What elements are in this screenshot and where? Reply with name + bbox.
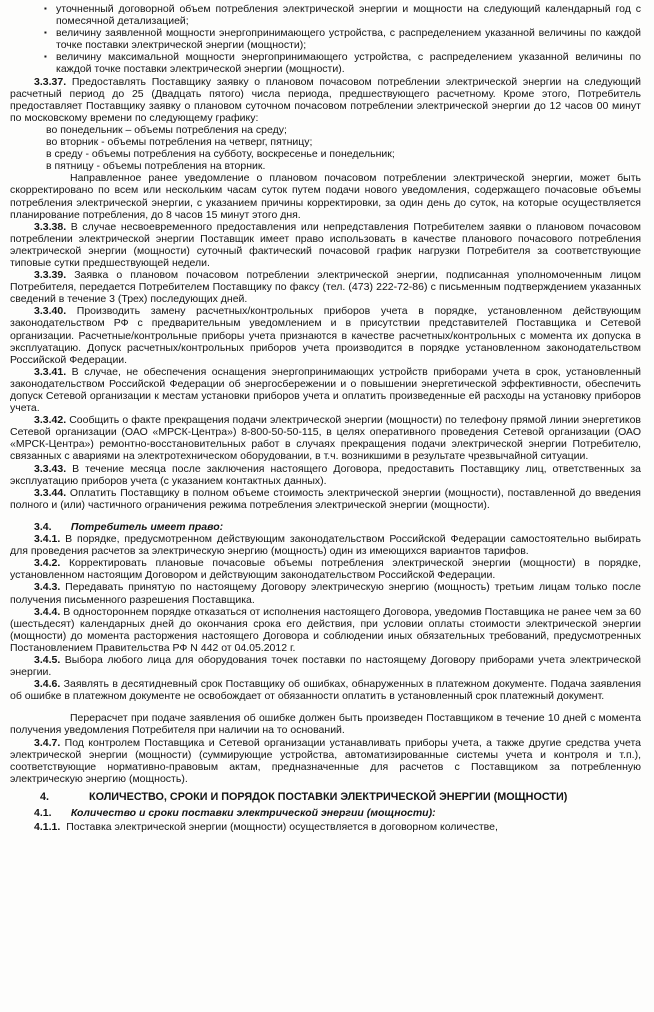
clause-number: 4.1.1. bbox=[34, 821, 61, 834]
spacer bbox=[10, 702, 641, 712]
clause-number: 3.3.40. bbox=[34, 305, 67, 318]
chapter-title: КОЛИЧЕСТВО, СРОКИ И ПОРЯДОК ПОСТАВКИ ЭЛЕКТРИЧЕСКОЙ ЭНЕРГИИ (МОЩНОСТИ) bbox=[89, 790, 568, 803]
clause-text: Предоставлять Поставщику заявку о плановом почасовом потреблении электрической энергии на следующий расчетный период до 25 (Двадцать пятого) числа периода, предшествующего расчетному. Кроме этого, Потребитель предоставляет Поставщику заявку о плановом суточном почасовом потреблении электрической энергии до 12 часов 00 минут по московскому времени по следующему графику: bbox=[10, 75, 641, 124]
clause-3-4-1 bbox=[10, 533, 641, 557]
bullet-text: уточненный договорной объем потребления электрической энергии и мощности на следующий календарный год с помесячной детализацией; bbox=[56, 3, 641, 28]
clause-3-4-4 bbox=[10, 606, 641, 654]
clause-number: 3.3.37. bbox=[34, 75, 67, 88]
clause-text: Заявлять в десятидневный срок Поставщику об ошибках, обнаруженных в платежном документе. Подача заявления об ошибке в платежном документе не освобождает от обязанности оплатить в установленный срок платежный документ. bbox=[10, 678, 642, 703]
clause-number: 3.3.41. bbox=[34, 365, 67, 378]
clause-3-4-2 bbox=[10, 557, 641, 581]
section-heading-4-1 bbox=[34, 807, 641, 819]
clause-number: 3.4.7. bbox=[34, 736, 61, 749]
clause-text: Корректировать плановые почасовые объемы потребления электрической энергии (мощности) в порядке, установленном настоящим Договором и действующим законодательством Российской Федерации. bbox=[10, 557, 641, 582]
clause-text: В порядке, предусмотренном действующим законодательством Российской Федерации самостоятельно выбирать для проведения расчетов за электрическую энергию (мощность) один из имеющихся вариантов тарифов. bbox=[10, 533, 641, 558]
chapter-heading-4 bbox=[40, 791, 641, 803]
clause-3-3-37-notice: Направленное ранее уведомление о плановом почасовом потреблении электрической энергии, может быть скорректировано по всем или нескольким часам суток путем подачи нового уведомления, содержащего почасовые объемы потребления электрической энергии, с указанием причины корректировки, за один день до суток, на которые осуществляется планирование потребления, до 8 часов 15 минут этого дня. bbox=[10, 172, 641, 221]
section-title: Потребитель имеет право: bbox=[70, 520, 224, 533]
schedule-line: во понедельник – объемы потребления на среду; bbox=[46, 123, 287, 136]
clause-text: Поставка электрической энергии (мощности) осуществляется в договорном количестве, bbox=[66, 821, 498, 834]
clause-text: Производить замену расчетных/контрольных приборов учета в порядке, установленном действующим законодательством РФ с предварительным уведомлением и в присутствии представителей Поставщика и Сетевой организации. Расчетные/контрольные приборы учета признаются в качестве расчетных/контрольных с момента их допуска в эксплуатацию. Допуск расчетных/контрольных приборов учета производится в порядке установленном законодательством Российской Федерации. bbox=[10, 305, 641, 366]
clause-3-4-3 bbox=[10, 581, 641, 605]
bullet-item bbox=[10, 27, 641, 51]
clause-3-3-37 bbox=[10, 76, 641, 124]
clause-text: В течение месяца после заключения настоящего Договора, предоставить Поставщику лиц, ответственных за эксплуатацию приборов учета (с указанием контактных данных). bbox=[10, 462, 641, 487]
clause-3-3-42 bbox=[10, 414, 641, 462]
clause-3-3-44 bbox=[10, 487, 641, 511]
clause-number: 3.4.1. bbox=[34, 533, 61, 546]
clause-number: 3.4.5. bbox=[34, 653, 61, 666]
recalculation-paragraph: Перерасчет при подаче заявления об ошибке должен быть произведен Поставщиком в течение 10 дней с момента получения уведомления Потребителя при наличии на то оснований. bbox=[10, 712, 641, 737]
section-number: 3.4. bbox=[34, 520, 52, 533]
clause-3-4-5 bbox=[10, 654, 641, 678]
clause-text: В случае несвоевременного предоставления или непредставления Потребителем заявки о плановом почасовом потреблении электрической энергии Поставщик имеет право использовать в качестве планового почасового потребления электрической энергии (мощности) суточный фактический почасовой график нагрузки Потребителя за соответствующие типовые сутки предшествующей недели. bbox=[10, 220, 641, 269]
clause-3-3-38 bbox=[10, 221, 641, 269]
clause-3-4-7 bbox=[10, 737, 641, 785]
clause-text: В одностороннем порядке отказаться от исполнения настоящего Договора, уведомив Поставщика не ранее чем за 60 (шестьдесят) календарных дней до окончания срока его действия, при условии оплаты стоимости электрической энергии (мощности) до момента расторжения настоящего Договора и соблюдении иных обязательных требований, предусмотренных Постановлением Правительства РФ N 442 от 04.05.2012 г. bbox=[10, 605, 641, 654]
clause-number: 3.3.42. bbox=[34, 414, 67, 427]
section-heading-3-4 bbox=[34, 521, 641, 533]
section-number: 4.1. bbox=[34, 807, 52, 819]
clause-3-3-43 bbox=[10, 463, 641, 487]
clause-number: 3.3.39. bbox=[34, 269, 67, 282]
bullet-item bbox=[10, 3, 641, 27]
clause-text: В случае, не обеспечения оснащения энергопринимающих устройств приборами учета в срок, установленный законодательством Российской Федерации об энергосбережении и о повышении энергетической эффективности, обеспечить допуск Сетевой организации к местам установки приборов учета и оплатить произведенные ей расходы на установку приборов учета. bbox=[10, 365, 642, 415]
clause-4-1-1 bbox=[34, 821, 641, 833]
clause-text: Сообщить о факте прекращения подачи электрической энергии (мощности) по телефону прямой линии энергетиков Сетевой организации (ОАО «МРСК-Центра») 8-800-50-50-115, в целях оперативного проведения Сетевой организации (ОАО «МРСК-Центра») ремонтно-восстановительных работ в случаях прекращения подачи электрической энергии Потребителю, связанных с авариями на электротехническом оборудовании, в т.ч. возникшими в результате чрезвычайной ситуации. bbox=[10, 414, 641, 463]
spacer bbox=[10, 511, 641, 521]
clause-number: 3.3.43. bbox=[34, 462, 67, 475]
clause-number: 3.4.2. bbox=[34, 557, 61, 570]
clause-text: Выбора любого лица для оборудования точек поставки по настоящему Договору приборами учета электрической энергии. bbox=[10, 653, 641, 679]
schedule-line: в среду - объемы потребления на субботу, воскресенье и понедельник; bbox=[46, 148, 395, 161]
bullet-text: величину заявленной мощности энергопринимающего устройства, с распределением указанной величины по каждой точке поставки электрической энергии (мощности); bbox=[56, 27, 641, 52]
clause-text: Заявка о плановом почасовом потреблении электрической энергии, подписанная уполномоченным лицом Потребителя, передается Потребителем Поставщику по факсу (тел. (473) 222-72-86) с письменным подтверждением указанных сведений в течение 3 (Трех) последующих дней. bbox=[10, 269, 641, 306]
clause-3-4-6 bbox=[10, 678, 641, 702]
bullet-mark: ▪ bbox=[44, 4, 47, 13]
clause-3-3-41 bbox=[10, 366, 641, 414]
clause-3-3-39 bbox=[10, 269, 641, 305]
bullet-item bbox=[10, 51, 641, 75]
clause-3-3-40 bbox=[10, 305, 641, 365]
chapter-number: 4. bbox=[40, 790, 50, 803]
clause-number: 3.4.3. bbox=[34, 581, 61, 594]
clause-number: 3.4.6. bbox=[34, 678, 61, 691]
clause-number: 3.3.44. bbox=[34, 486, 67, 499]
schedule-line: в пятницу - объемы потребления на вторник. bbox=[46, 160, 266, 173]
clause-text: Под контролем Поставщика и Сетевой организации устанавливать приборы учета, а также другие средства учета электрической энергии (мощности) (суммирующие устройства, автоматизированные системы учета и контроля и т.п.), соответствующие нормативно-правовым актам, предназначенные для расчетов с Поставщиком за потребленную электрическую энергию (мощность). bbox=[10, 736, 641, 785]
clause-number: 3.3.38. bbox=[34, 220, 67, 233]
schedule-line: во вторник - объемы потребления на четверг, пятницу; bbox=[46, 136, 313, 149]
bullet-text: величину максимальной мощности энергопринимающего устройства, с распределением указанной величины по каждой точке поставки электрической энергии (мощности). bbox=[56, 51, 641, 76]
clause-text: Оплатить Поставщику в полном объеме стоимость электрической энергии (мощности), поставленной до введения полного и (или) частичного ограничения режима потребления электрической энергии (мощности). bbox=[10, 486, 641, 511]
clause-number: 3.4.4. bbox=[34, 605, 61, 618]
bullet-mark: ▪ bbox=[44, 28, 47, 38]
clause-text: Передавать принятую по настоящему Договору электрическую энергию (мощность) третьим лицам только после получения письменного разрешения Поставщика. bbox=[10, 581, 642, 606]
bullet-mark: ▪ bbox=[44, 52, 47, 62]
section-title: Количество и сроки поставки электрической энергии (мощности): bbox=[70, 807, 436, 819]
